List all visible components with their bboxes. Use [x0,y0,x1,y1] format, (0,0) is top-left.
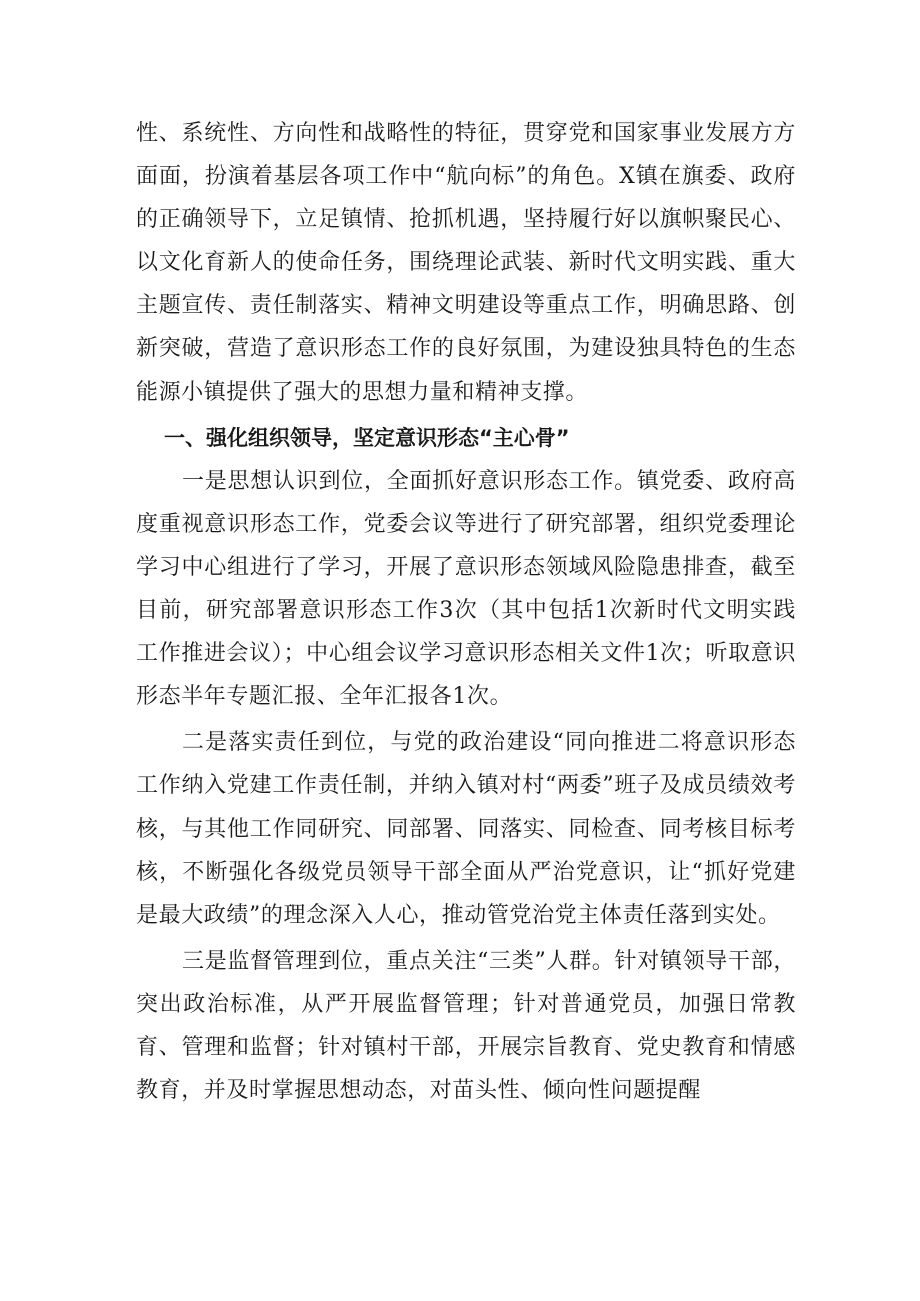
section-heading: 一、强化组织领导，坚定意识形态“主心骨” [164,425,570,450]
point-two-paragraph: 二是落实责任到位，与党的政治建设“同向推进二将意识形态工作纳入党建工作责任制，并纳入镇对村“两委”班子及成员绩效考核，与其他工作同研究、同部署、同落实、同检查、同考核目标考核，不断强化各级党员领导干部全面从严治党意识，让“抓好党建是最大政绩”的理念深入人心，推动管党治党主体责任落到实处。 [136,730,796,928]
intro-paragraph: 性、系统性、方向性和战略性的特征，贯穿党和国家事业发展方方面面，扮演着基层各项工作中“航向标”的角色。X镇在旗委、政府的正确领导下，立足镇情、抢抓机遇，坚持履行好以旗帜聚民心、以文化育新人的使命任务，围绕理论武装、新时代文明实践、重大主题宣传、责任制落实、精神文明建设等重点工作，明确思路、创新突破，营造了意识形态工作的良好氛围，为建设独具特色的生态能源小镇提供了强大的思想力量和精神支撑。 [136,121,796,405]
document-body [136,112,796,1112]
point-three-paragraph: 三是监督管理到位，重点关注“三类”人群。针对镇领导干部，突出政治标准，从严开展监督管理；针对普通党员，加强日常教育、管理和监督；针对镇村干部，开展宗旨教育、党史教育和情感教育，并及时掌握思想动态，对苗头性、倾向性问题提醒 [136,948,796,1104]
point-one-paragraph: 一是思想认识到位，全面抓好意识形态工作。镇党委、政府高度重视意识形态工作，党委会议等进行了研究部署，组织党委理论学习中心组进行了学习，开展了意识形态领域风险隐患排查，截至目前，研究部署意识形态工作3次（其中包括1次新时代文明实践工作推进会议）；中心组会议学习意识形态相关文件1次；听取意识形态半年专题汇报、全年汇报各1次。 [136,468,796,710]
